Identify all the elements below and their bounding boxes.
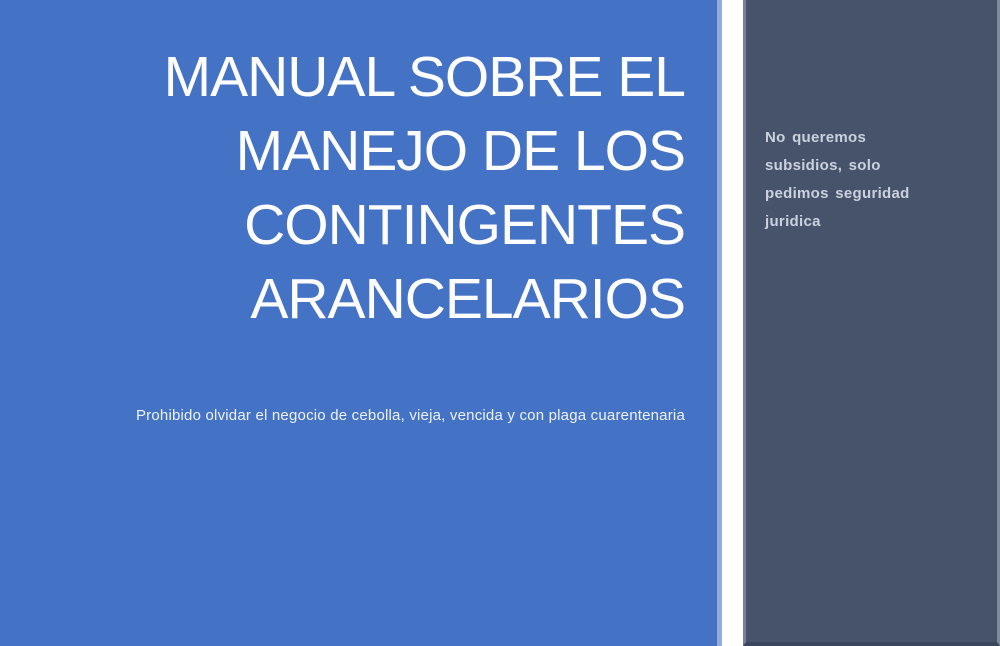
- sidebar-panel: [743, 0, 1000, 646]
- title-line-3: CONTINGENTES: [244, 193, 685, 257]
- title-line-4: ARANCELARIOS: [250, 267, 685, 331]
- title-line-1: MANUAL SOBRE EL: [163, 45, 685, 109]
- quote-line-2: subsidios, solo: [765, 157, 881, 174]
- quote-line-1: No queremos: [765, 129, 867, 146]
- cover-subtitle: Prohibido olvidar el negocio de cebolla, vieja, vencida y con plaga cuarentenaria: [135, 407, 685, 424]
- sidebar-quote: [765, 124, 950, 236]
- cover-title: [40, 40, 685, 336]
- quote-line-3: pedimos seguridad: [765, 185, 910, 202]
- title-line-2: MANEJO DE LOS: [235, 119, 685, 183]
- white-gutter: [722, 0, 743, 646]
- quote-line-4: juridica: [765, 213, 821, 230]
